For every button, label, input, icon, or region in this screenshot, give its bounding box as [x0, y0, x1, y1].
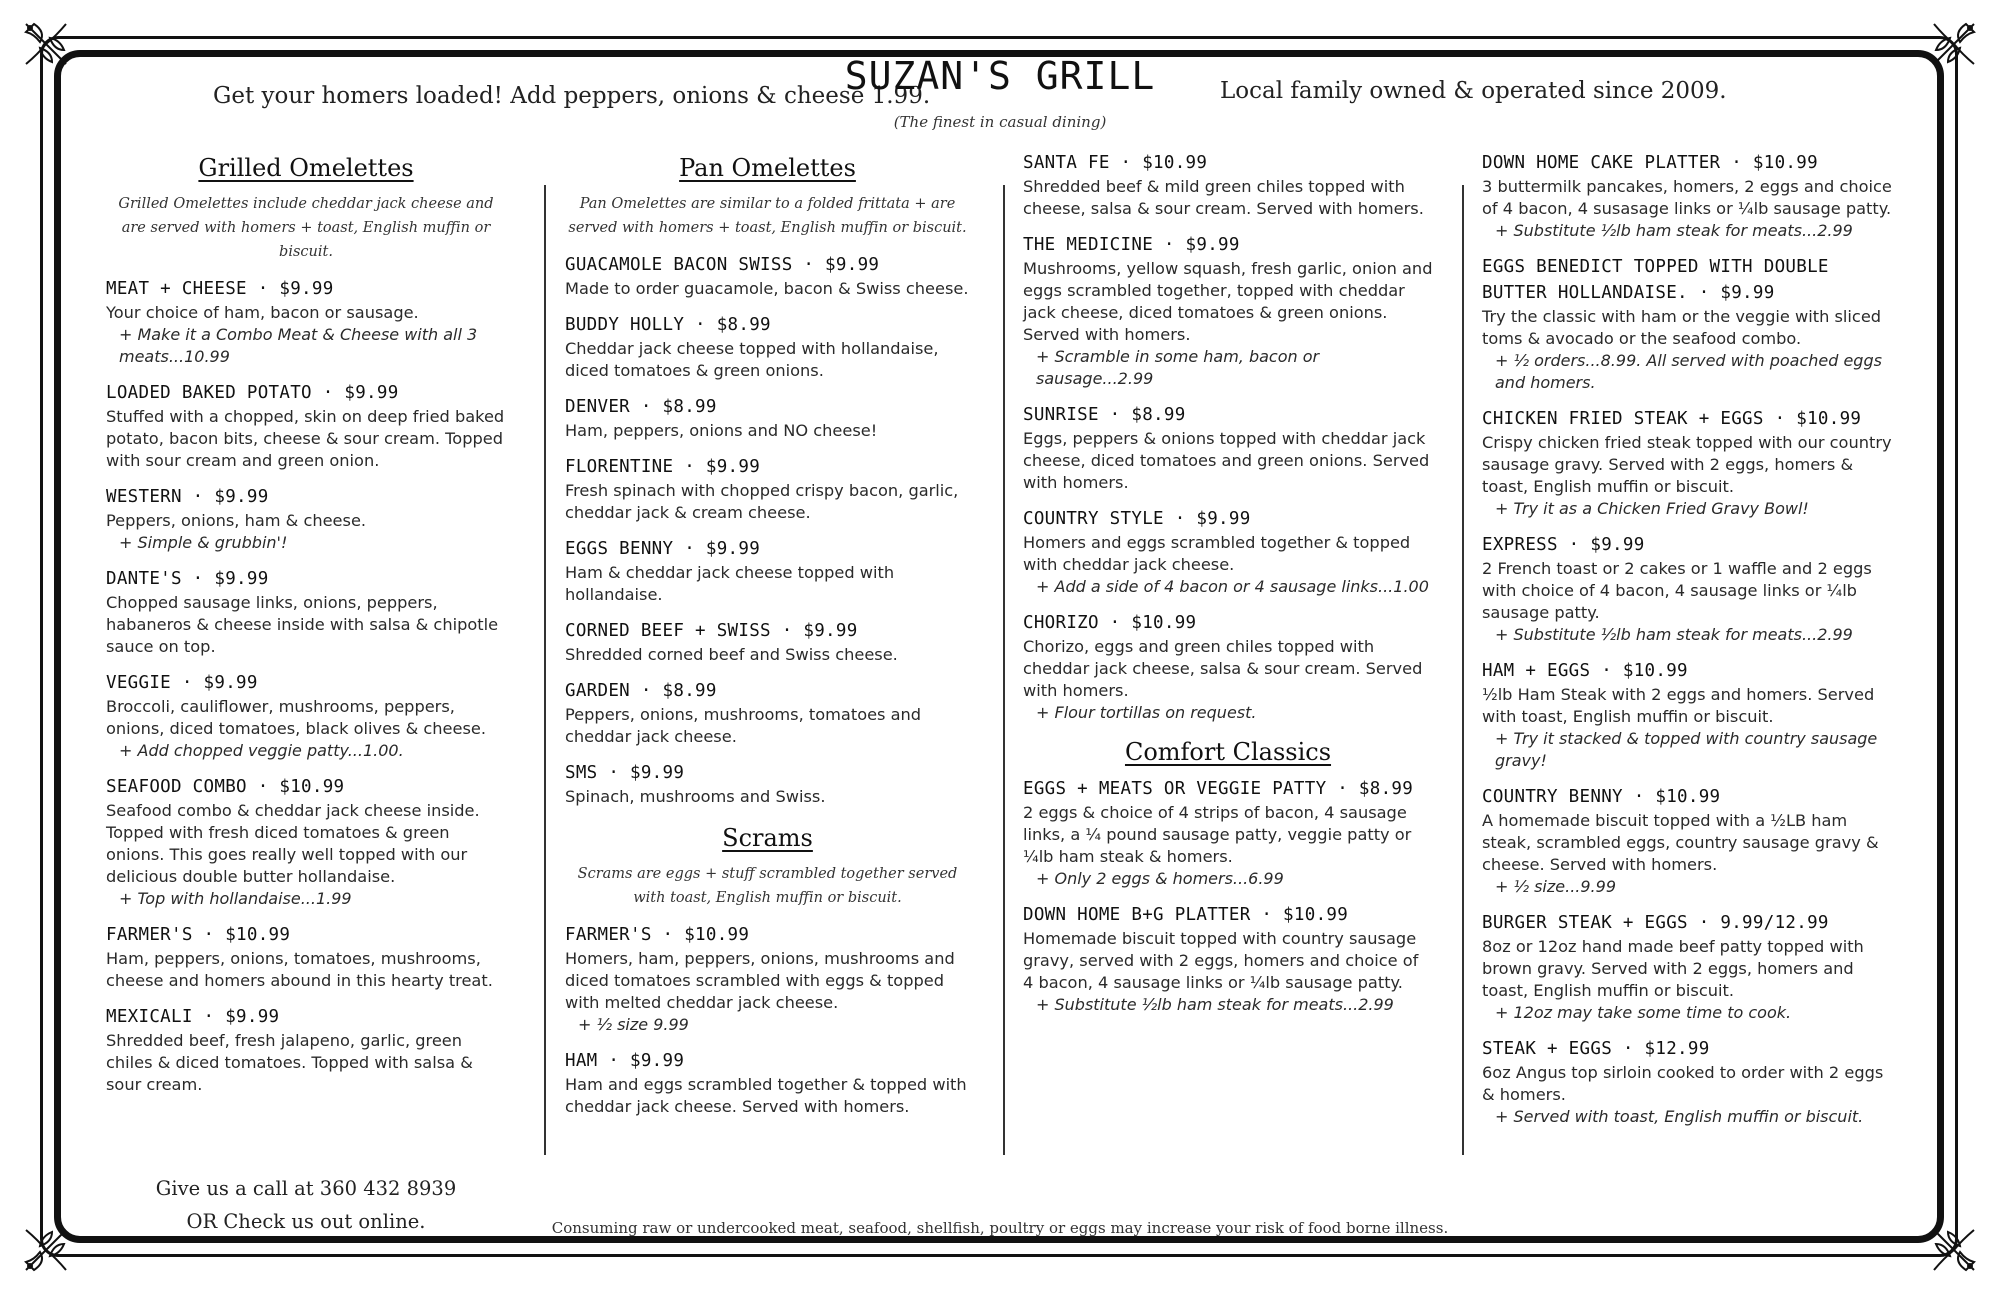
menu-item-description: A homemade biscuit topped with a ½LB ham steak, scrambled eggs, country sausage gravy & cheese. Served with homers. — [1482, 811, 1879, 874]
menu-item — [106, 922, 506, 992]
menu-item — [565, 1048, 970, 1118]
menu-item — [1023, 902, 1433, 1016]
menu-item-name: SMS · $9.99 — [565, 763, 685, 783]
menu-item-name: FARMER'S · $10.99 — [565, 925, 750, 945]
tagline-right: Local family owned & operated since 2009. — [1220, 78, 1727, 104]
menu-item-addon: + Top with hollandaise...1.99 — [119, 889, 352, 908]
menu-item — [1482, 1036, 1894, 1128]
menu-item — [106, 380, 506, 472]
column-grilled-omelettes — [106, 150, 506, 1108]
menu-item-description: Try the classic with ham or the veggie with sliced toms & avocado or the seafood combo. — [1482, 307, 1882, 348]
menu-item-name: CHORIZO · $10.99 — [1023, 613, 1197, 633]
menu-item-list — [1023, 150, 1433, 724]
menu-item-addon: + Flour tortillas on request. — [1036, 703, 1257, 722]
menu-item-description: 2 eggs & choice of 4 strips of bacon, 4 sausage links, a ¼ pound sausage patty, veggie patty or ¼lb ham steak & homers. — [1023, 803, 1412, 866]
menu-item-addon: + Substitute ½lb ham steak for meats...2.99 — [1036, 995, 1394, 1014]
menu-item-description: 6oz Angus top sirloin cooked to order with 2 eggs & homers. — [1482, 1063, 1884, 1104]
menu-item-name: DOWN HOME B+G PLATTER · $10.99 — [1023, 905, 1349, 925]
menu-item — [565, 678, 970, 748]
menu-item-description: Shredded beef & mild green chiles topped with cheese, salsa & sour cream. Served with homers. — [1023, 177, 1424, 218]
menu-item-addon: + Substitute ½lb ham steak for meats...2.99 — [1495, 221, 1853, 240]
menu-item — [1482, 150, 1894, 242]
menu-item-name: HAM + EGGS · $10.99 — [1482, 661, 1688, 681]
menu-item-list — [1023, 776, 1433, 1016]
menu-item-name: LOADED BAKED POTATO · $9.99 — [106, 383, 399, 403]
menu-item-name: DOWN HOME CAKE PLATTER · $10.99 — [1482, 153, 1818, 173]
menu-item-addon: + Try it as a Chicken Fried Gravy Bowl! — [1495, 499, 1809, 518]
menu-item — [1023, 150, 1433, 220]
menu-item-list — [1482, 150, 1894, 1128]
menu-item-name: MEAT + CHEESE · $9.99 — [106, 279, 334, 299]
menu-item-name: FLORENTINE · $9.99 — [565, 457, 761, 477]
menu-item-description: Peppers, onions, ham & cheese. — [106, 511, 367, 530]
menu-item-description: Ham and eggs scrambled together & topped with cheddar jack cheese. Served with homers. — [565, 1075, 967, 1116]
menu-item-list — [565, 252, 970, 808]
menu-item-description: Mushrooms, yellow squash, fresh garlic, onion and eggs scrambled together, topped with cheddar jack cheese, diced tomatoes & green onions. Served with homers. — [1023, 259, 1433, 344]
menu-item-name: COUNTRY STYLE · $9.99 — [1023, 509, 1251, 529]
menu-item-description: Broccoli, cauliflower, mushrooms, peppers, onions, diced tomatoes, black olives & cheese. — [106, 697, 486, 738]
menu-item-name: MEXICALI · $9.99 — [106, 1007, 280, 1027]
menu-item-description: Crispy chicken fried steak topped with our country sausage gravy. Served with 2 eggs, homers & toast, English muffin or biscuit. — [1482, 433, 1892, 496]
menu-item-description: Eggs, peppers & onions topped with cheddar jack cheese, diced tomatoes and green onions. Served with homers. — [1023, 429, 1430, 492]
menu-item-addon: + Only 2 eggs & homers...6.99 — [1036, 869, 1284, 888]
menu-item-description: Made to order guacamole, bacon & Swiss cheese. — [565, 279, 969, 298]
menu-item-description: Your choice of ham, bacon or sausage. — [106, 303, 419, 322]
menu-item-name: FARMER'S · $10.99 — [106, 925, 291, 945]
menu-item-name: BUDDY HOLLY · $8.99 — [565, 315, 771, 335]
menu-item-description: Seafood combo & cheddar jack cheese inside. Topped with fresh diced tomatoes & green onions. This goes really well topped with our delicious double butter hollandaise. — [106, 801, 480, 886]
menu-item-addon: + 12oz may take some time to cook. — [1495, 1003, 1792, 1022]
menu-item — [1023, 506, 1433, 598]
menu-item-description: Ham, peppers, onions and NO cheese! — [565, 421, 878, 440]
menu-item — [106, 1004, 506, 1096]
menu-item-description: Homers and eggs scrambled together & topped with cheddar jack cheese. — [1023, 533, 1411, 574]
menu-item — [106, 484, 506, 554]
menu-item-addon: + Simple & grubbin'! — [119, 533, 288, 552]
column-scrams-comfort — [1023, 150, 1433, 1028]
menu-item — [565, 454, 970, 524]
menu-item-addon: + Make it a Combo Meat & Cheese with all 3 meats...10.99 — [119, 325, 478, 366]
menu-item — [1482, 406, 1894, 520]
menu-item-description: 3 buttermilk pancakes, homers, 2 eggs and choice of 4 bacon, 4 susasage links or ¼lb sausage patty. — [1482, 177, 1892, 218]
menu-item-name: GARDEN · $8.99 — [565, 681, 717, 701]
menu-item — [1482, 658, 1894, 772]
menu-item-description: Chopped sausage links, onions, peppers, habaneros & cheese inside with salsa & chipotle sauce on top. — [106, 593, 499, 656]
food-safety-warning: Consuming raw or undercooked meat, seafood, shellfish, poultry or eggs may increase your risk of food borne illness. — [551, 1219, 1449, 1237]
menu-item — [565, 922, 970, 1036]
menu-item-description: 2 French toast or 2 cakes or 1 waffle and 2 eggs with choice of 4 bacon, 4 sausage links or ¼lb sausage patty. — [1482, 559, 1872, 622]
menu-item — [106, 566, 506, 658]
menu-item-addon: + Substitute ½lb ham steak for meats...2.99 — [1495, 625, 1853, 644]
menu-item-description: ½lb Ham Steak with 2 eggs and homers. Served with toast, English muffin or biscuit. — [1482, 685, 1875, 726]
column-divider — [1003, 185, 1005, 1155]
menu-item-addon: + Add a side of 4 bacon or 4 sausage links...1.00 — [1036, 577, 1429, 596]
menu-item-name: BURGER STEAK + EGGS · 9.99/12.99 — [1482, 913, 1829, 933]
menu-item — [1023, 232, 1433, 390]
menu-item-name: CHICKEN FRIED STEAK + EGGS · $10.99 — [1482, 409, 1862, 429]
menu-item-description: Chorizo, eggs and green chiles topped with cheddar jack cheese, salsa & sour cream. Served with homers. — [1023, 637, 1423, 700]
menu-item — [565, 312, 970, 382]
menu-item — [1023, 776, 1433, 890]
column-comfort-continued — [1482, 150, 1894, 1140]
menu-item-addon: + Try it stacked & topped with country sausage gravy! — [1495, 729, 1878, 770]
section-title: Scrams — [722, 824, 813, 852]
menu-item — [565, 536, 970, 606]
menu-item — [106, 670, 506, 762]
phone-line: Give us a call at 360 432 8939 — [155, 1177, 457, 1200]
menu-item-name: EXPRESS · $9.99 — [1482, 535, 1645, 555]
menu-item-name: EGGS BENEDICT TOPPED WITH DOUBLE BUTTER HOLLANDAISE. · $9.99 — [1482, 257, 1829, 303]
menu-item-addon: + ½ size 9.99 — [578, 1015, 689, 1034]
column-divider — [1462, 185, 1464, 1155]
menu-item-addon: + Add chopped veggie patty...1.00. — [119, 741, 404, 760]
column-divider — [544, 185, 546, 1155]
menu-item-description: Shredded corned beef and Swiss cheese. — [565, 645, 898, 664]
menu-item — [565, 618, 970, 666]
menu-item-name: SUNRISE · $8.99 — [1023, 405, 1186, 425]
menu-item-description: Ham, peppers, onions, tomatoes, mushrooms, cheese and homers abound in this hearty treat. — [106, 949, 493, 990]
menu-item — [106, 774, 506, 910]
menu-item-list — [106, 276, 506, 1096]
menu-item-description: Homers, ham, peppers, onions, mushrooms and diced tomatoes scrambled with eggs & topped with melted cheddar jack cheese. — [565, 949, 955, 1012]
menu-item-name: SANTA FE · $10.99 — [1023, 153, 1208, 173]
menu-item-name: HAM · $9.99 — [565, 1051, 685, 1071]
menu-item-name: THE MEDICINE · $9.99 — [1023, 235, 1240, 255]
menu-item-description: Stuffed with a chopped, skin on deep fried baked potato, bacon bits, cheese & sour cream. Topped with sour cream and green onion. — [106, 407, 505, 470]
menu-item-name: EGGS + MEATS OR VEGGIE PATTY · $8.99 — [1023, 779, 1414, 799]
section-title: Pan Omelettes — [679, 154, 856, 182]
menu-item-description: Peppers, onions, mushrooms, tomatoes and cheddar jack cheese. — [565, 705, 922, 746]
menu-item-name: DENVER · $8.99 — [565, 397, 717, 417]
tagline-left: Get your homers loaded! Add peppers, onions & cheese 1.99. — [213, 83, 931, 109]
menu-item — [1482, 532, 1894, 646]
menu-item-addon: + Served with toast, English muffin or biscuit. — [1495, 1107, 1864, 1126]
menu-item-name: GUACAMOLE BACON SWISS · $9.99 — [565, 255, 880, 275]
menu-item-addon: + ½ orders...8.99. All served with poached eggs and homers. — [1495, 351, 1882, 392]
section-note: Pan Omelettes are similar to a folded frittata + are served with homers + toast, English muffin or biscuit. — [568, 196, 967, 236]
menu-item — [1482, 910, 1894, 1024]
restaurant-subtitle: (The finest in casual dining) — [893, 113, 1107, 131]
menu-item-description: Spinach, mushrooms and Swiss. — [565, 787, 826, 806]
section-title: Grilled Omelettes — [198, 154, 414, 182]
menu-item-description: Fresh spinach with chopped crispy bacon, garlic, cheddar jack & cream cheese. — [565, 481, 959, 522]
menu-item-description: Homemade biscuit topped with country sausage gravy, served with 2 eggs, homers and choice of 4 bacon, 4 sausage links or ¼lb sausage patty. — [1023, 929, 1419, 992]
menu-item — [106, 276, 506, 368]
menu-item-description: 8oz or 12oz hand made beef patty topped with brown gravy. Served with 2 eggs, homers and toast, English muffin or biscuit. — [1482, 937, 1864, 1000]
menu-item-name: WESTERN · $9.99 — [106, 487, 269, 507]
menu-item — [565, 252, 970, 300]
menu-item-addon: + ½ size...9.99 — [1495, 877, 1616, 896]
menu-item — [1482, 784, 1894, 898]
menu-item-list — [565, 922, 970, 1118]
menu-item-name: SEAFOOD COMBO · $10.99 — [106, 777, 345, 797]
menu-item-addon: + Scramble in some ham, bacon or sausage...2.99 — [1036, 347, 1320, 388]
menu-item — [1023, 402, 1433, 494]
menu-item — [565, 394, 970, 442]
menu-item — [1482, 254, 1894, 394]
menu-item-name: EGGS BENNY · $9.99 — [565, 539, 761, 559]
menu-item-name: DANTE'S · $9.99 — [106, 569, 269, 589]
menu-item-name: VEGGIE · $9.99 — [106, 673, 258, 693]
section-note: Scrams are eggs + stuff scrambled together served with toast, English muffin or biscuit. — [577, 866, 958, 906]
menu-item — [565, 760, 970, 808]
menu-item-name: CORNED BEEF + SWISS · $9.99 — [565, 621, 858, 641]
column-pan-omelettes — [565, 150, 970, 1130]
menu-item-description: Cheddar jack cheese topped with hollandaise, diced tomatoes & green onions. — [565, 339, 939, 380]
section-title: Comfort Classics — [1124, 738, 1332, 766]
section-note: Grilled Omelettes include cheddar jack cheese and are served with homers + toast, English muffin or biscuit. — [118, 196, 494, 260]
menu-item — [1023, 610, 1433, 724]
restaurant-name: SUZAN'S GRILL — [844, 54, 1156, 98]
menu-item-name: COUNTRY BENNY · $10.99 — [1482, 787, 1721, 807]
menu-item-description: Shredded beef, fresh jalapeno, garlic, green chiles & diced tomatoes. Topped with salsa & sour cream. — [106, 1031, 473, 1094]
online-line: OR Check us out online. — [186, 1210, 426, 1233]
menu-item-description: Ham & cheddar jack cheese topped with hollandaise. — [565, 563, 895, 604]
menu-item-name: STEAK + EGGS · $12.99 — [1482, 1039, 1710, 1059]
